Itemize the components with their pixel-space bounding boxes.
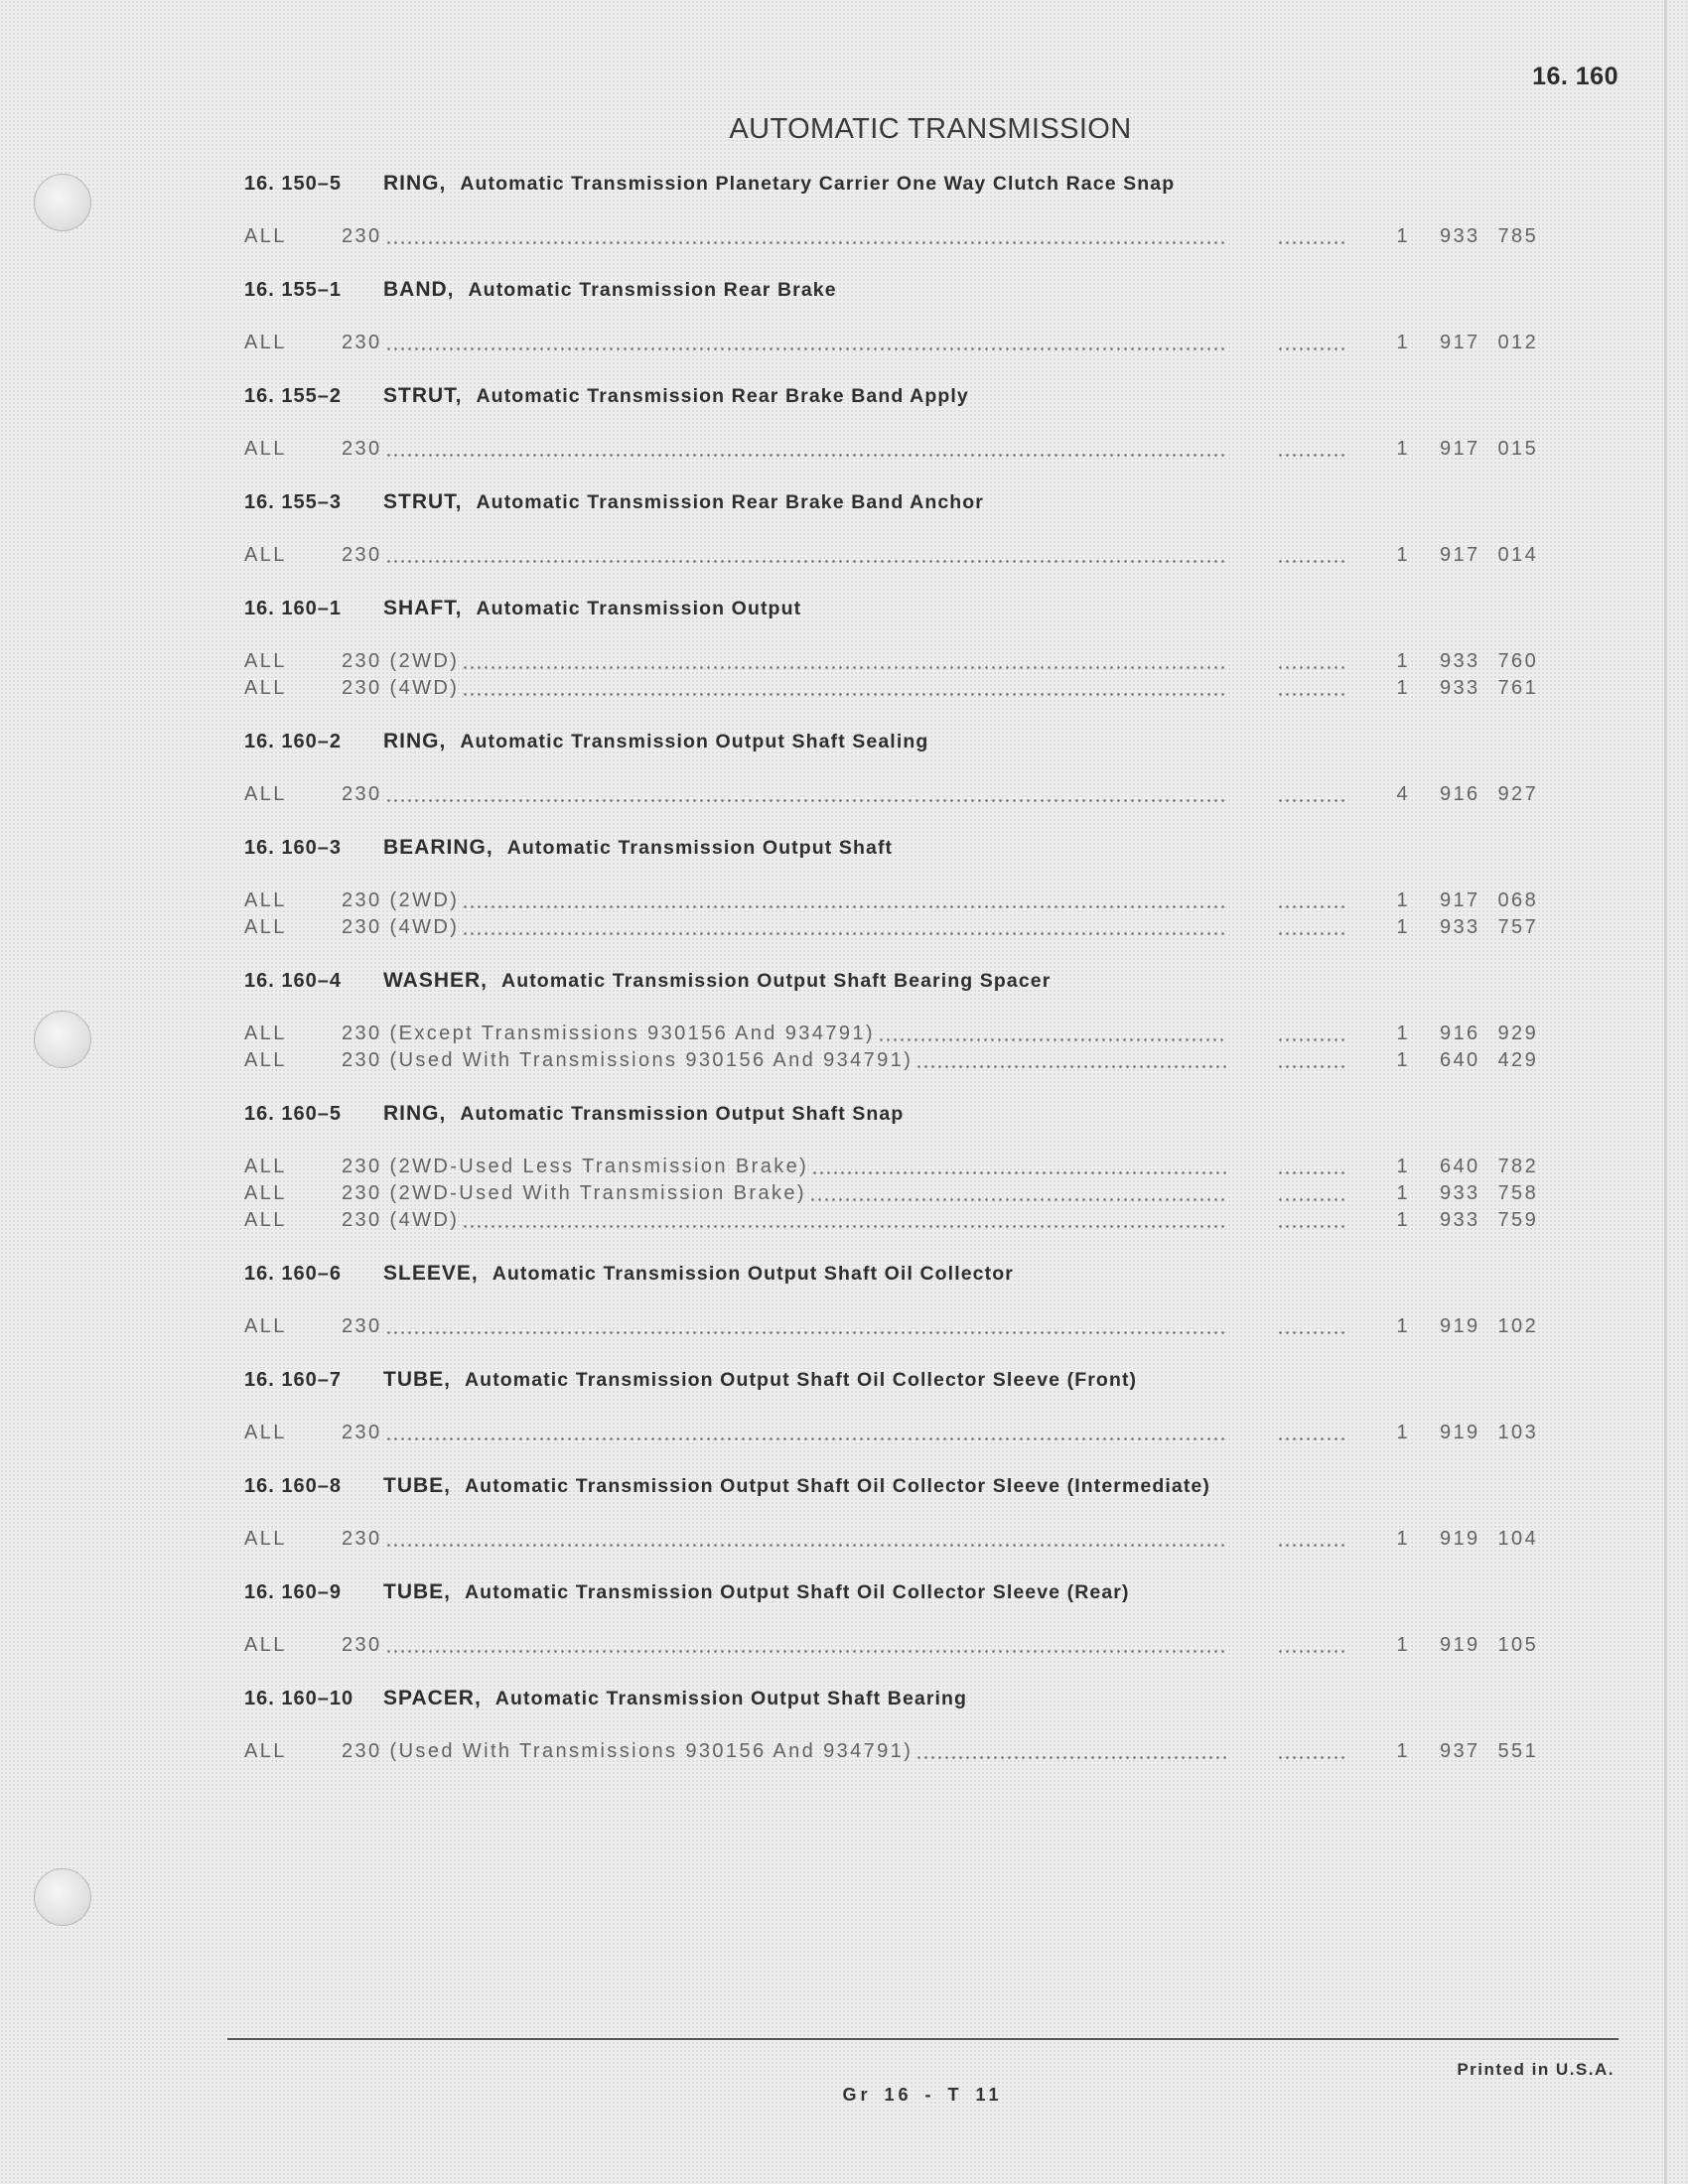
application-cell: 230	[342, 1634, 382, 1656]
parts-entry	[244, 482, 1589, 589]
entry-heading	[244, 1679, 1589, 1718]
dot-leader	[1277, 454, 1346, 457]
part-name: STRUT,	[383, 384, 463, 407]
model-cell: ALL	[244, 225, 287, 247]
dot-leader	[1277, 347, 1346, 350]
table-row	[244, 1313, 1589, 1340]
quantity-cell: 1	[1396, 677, 1410, 699]
dot-leader	[1277, 1650, 1346, 1653]
parts-entry	[244, 1572, 1589, 1679]
reference-code: 16. 160–6	[244, 1263, 342, 1285]
application-rows	[244, 1718, 1589, 1785]
dot-leader	[385, 1544, 1227, 1547]
punch-hole	[34, 1868, 91, 1926]
part-name: BAND,	[383, 278, 455, 301]
dot-leader	[1277, 799, 1346, 802]
part-description: Automatic Transmission Output Shaft Oil Collector Sleeve (Front)	[465, 1369, 1138, 1391]
part-name: RING,	[383, 730, 447, 752]
dot-leader	[385, 560, 1227, 563]
dot-leader	[1277, 1038, 1346, 1041]
quantity-cell: 1	[1396, 1315, 1410, 1337]
quantity-cell: 1	[1396, 1528, 1410, 1550]
reference-code: 16. 160–10	[244, 1688, 354, 1709]
part-number-cell: 640 782	[1440, 1156, 1539, 1177]
part-description: Automatic Transmission Output Shaft Sealing	[460, 731, 929, 752]
quantity-cell: 1	[1396, 544, 1410, 566]
application-rows	[244, 204, 1589, 270]
part-number-cell: 917 068	[1440, 889, 1539, 911]
footer-rule	[227, 2038, 1618, 2040]
dot-leader	[462, 666, 1227, 669]
parts-entry	[244, 1094, 1589, 1254]
reference-code: 16. 160–8	[244, 1475, 342, 1497]
application-cell: 230 (2WD)	[342, 889, 460, 911]
application-rows	[244, 1612, 1589, 1679]
part-description: Automatic Transmission Output Shaft Snap	[460, 1103, 905, 1125]
table-row	[244, 1526, 1589, 1553]
table-row	[244, 542, 1589, 569]
table-row	[244, 1154, 1589, 1180]
application-cell: 230	[342, 544, 382, 566]
table-row	[244, 330, 1589, 356]
part-name: SPACER,	[383, 1687, 482, 1709]
dot-leader	[385, 1331, 1227, 1334]
model-cell: ALL	[244, 1182, 287, 1204]
parts-entry	[244, 722, 1589, 828]
application-rows	[244, 628, 1589, 722]
dot-leader	[1277, 1065, 1346, 1068]
application-cell: 230 (4WD)	[342, 1209, 460, 1231]
part-number-cell: 917 014	[1440, 544, 1539, 566]
application-rows	[244, 761, 1589, 828]
application-cell: 230 (Used With Transmissions 930156 And 934791)	[342, 1049, 914, 1071]
dot-leader	[915, 1756, 1227, 1759]
punch-hole	[34, 1011, 91, 1068]
part-number-cell: 933 758	[1440, 1182, 1539, 1204]
quantity-cell: 1	[1396, 438, 1410, 460]
punch-hole	[34, 174, 91, 231]
application-cell: 230 (Except Transmissions 930156 And 934791)	[342, 1023, 875, 1044]
part-name: TUBE,	[383, 1368, 451, 1391]
model-cell: ALL	[244, 1740, 287, 1762]
part-description: Automatic Transmission Output Shaft Bearing	[494, 1688, 968, 1709]
group-page-label: Gr 16 - T 11	[842, 2085, 1003, 2105]
part-name: WASHER,	[383, 969, 489, 992]
part-number-cell: 919 104	[1440, 1528, 1539, 1550]
quantity-cell: 1	[1396, 1740, 1410, 1762]
application-cell: 230	[342, 438, 382, 460]
part-description: Automatic Transmission Output Shaft Oil Collector	[492, 1263, 1014, 1285]
reference-code: 16. 160–1	[244, 598, 342, 619]
application-rows	[244, 868, 1589, 961]
application-cell: 230	[342, 1528, 382, 1550]
quantity-cell: 1	[1396, 650, 1410, 672]
part-name: RING,	[383, 1102, 447, 1125]
reference-code: 16. 160–7	[244, 1369, 342, 1391]
dot-leader	[1277, 1331, 1346, 1334]
quantity-cell: 1	[1396, 916, 1410, 938]
dot-leader	[1277, 1756, 1346, 1759]
table-row	[244, 1207, 1589, 1234]
dot-leader	[915, 1065, 1227, 1068]
dot-leader	[1277, 666, 1346, 669]
table-row	[244, 675, 1589, 702]
application-rows	[244, 416, 1589, 482]
part-description: Automatic Transmission Rear Brake	[468, 279, 837, 301]
model-cell: ALL	[244, 1209, 287, 1231]
quantity-cell: 1	[1396, 332, 1410, 353]
quantity-cell: 1	[1396, 1023, 1410, 1044]
model-cell: ALL	[244, 1023, 287, 1044]
dot-leader	[878, 1038, 1227, 1041]
quantity-cell: 1	[1396, 225, 1410, 247]
parts-entry	[244, 270, 1589, 376]
table-row	[244, 648, 1589, 675]
table-row	[244, 436, 1589, 463]
table-row	[244, 1420, 1589, 1446]
application-cell: 230 (2WD-Used With Transmission Brake)	[342, 1182, 806, 1204]
application-cell: 230 (2WD-Used Less Transmission Brake)	[342, 1156, 809, 1177]
entry-heading	[244, 722, 1589, 761]
quantity-cell: 1	[1396, 1182, 1410, 1204]
model-cell: ALL	[244, 438, 287, 460]
part-name: SHAFT,	[383, 597, 463, 619]
table-row	[244, 1021, 1589, 1047]
part-number-cell: 919 105	[1440, 1634, 1539, 1656]
reference-code: 16. 155–1	[244, 279, 342, 301]
part-description: Automatic Transmission Rear Brake Band Apply	[476, 385, 969, 407]
part-number-cell: 917 015	[1440, 438, 1539, 460]
part-name: TUBE,	[383, 1580, 451, 1603]
entry-heading	[244, 828, 1589, 868]
application-cell: 230	[342, 783, 382, 805]
entry-heading	[244, 376, 1589, 416]
dot-leader	[462, 905, 1227, 908]
dot-leader	[1277, 1198, 1346, 1201]
part-number-cell: 933 785	[1440, 225, 1539, 247]
reference-code: 16. 160–9	[244, 1581, 342, 1603]
parts-entry	[244, 589, 1589, 722]
part-number-cell: 937 551	[1440, 1740, 1539, 1762]
application-rows	[244, 1134, 1589, 1254]
part-number-cell: 917 012	[1440, 332, 1539, 353]
model-cell: ALL	[244, 1422, 287, 1443]
model-cell: ALL	[244, 544, 287, 566]
dot-leader	[809, 1198, 1227, 1201]
dot-leader	[1277, 693, 1346, 696]
application-rows	[244, 310, 1589, 376]
part-description: Automatic Transmission Output Shaft	[506, 837, 894, 859]
parts-entry	[244, 961, 1589, 1094]
dot-leader	[385, 1650, 1227, 1653]
entry-heading	[244, 1360, 1589, 1400]
parts-entry	[244, 1254, 1589, 1360]
printed-in-label: Printed in U.S.A.	[1457, 2060, 1615, 2079]
reference-code: 16. 155–2	[244, 385, 342, 407]
application-cell: 230 (4WD)	[342, 677, 460, 699]
model-cell: ALL	[244, 1049, 287, 1071]
entry-heading	[244, 270, 1589, 310]
parts-entry	[244, 828, 1589, 961]
part-number-cell: 933 757	[1440, 916, 1539, 938]
part-description: Automatic Transmission Rear Brake Band Anchor	[476, 491, 984, 513]
part-name: TUBE,	[383, 1474, 451, 1497]
quantity-cell: 1	[1396, 889, 1410, 911]
entry-heading	[244, 589, 1589, 628]
part-name: SLEEVE,	[383, 1262, 479, 1285]
quantity-cell: 1	[1396, 1422, 1410, 1443]
dot-leader	[385, 454, 1227, 457]
dot-leader	[385, 241, 1227, 244]
part-number-cell: 916 927	[1440, 783, 1539, 805]
dot-leader	[1277, 1437, 1346, 1440]
model-cell: ALL	[244, 916, 287, 938]
part-number-cell: 919 103	[1440, 1422, 1539, 1443]
part-number-cell: 640 429	[1440, 1049, 1539, 1071]
page-number: 16. 160	[1532, 63, 1618, 90]
dot-leader	[462, 693, 1227, 696]
part-description: Automatic Transmission Output	[476, 598, 802, 619]
dot-leader	[1277, 932, 1346, 935]
entry-heading	[244, 1572, 1589, 1612]
application-cell: 230	[342, 225, 382, 247]
parts-entry	[244, 1466, 1589, 1572]
part-name: STRUT,	[383, 490, 463, 513]
section-title: AUTOMATIC TRANSMISSION	[729, 113, 1132, 145]
parts-list	[244, 164, 1589, 1785]
application-rows	[244, 522, 1589, 589]
table-row	[244, 781, 1589, 808]
part-name: RING,	[383, 172, 447, 195]
dot-leader	[811, 1171, 1227, 1174]
entry-heading	[244, 961, 1589, 1001]
part-number-cell: 916 929	[1440, 1023, 1539, 1044]
part-name: BEARING,	[383, 836, 493, 859]
model-cell: ALL	[244, 1528, 287, 1550]
part-description: Automatic Transmission Output Shaft Bearing Spacer	[501, 970, 1052, 992]
parts-entry	[244, 1360, 1589, 1466]
reference-code: 16. 150–5	[244, 173, 342, 195]
entry-heading	[244, 1466, 1589, 1506]
parts-entry	[244, 1679, 1589, 1785]
entry-heading	[244, 1254, 1589, 1294]
dot-leader	[1277, 1544, 1346, 1547]
dot-leader	[1277, 905, 1346, 908]
table-row	[244, 1047, 1589, 1074]
entry-heading	[244, 1094, 1589, 1134]
reference-code: 16. 160–5	[244, 1103, 342, 1125]
reference-code: 16. 160–4	[244, 970, 342, 992]
application-cell: 230	[342, 332, 382, 353]
part-number-cell: 933 761	[1440, 677, 1539, 699]
model-cell: ALL	[244, 677, 287, 699]
dot-leader	[385, 799, 1227, 802]
part-number-cell: 933 760	[1440, 650, 1539, 672]
part-description: Automatic Transmission Output Shaft Oil Collector Sleeve (Intermediate)	[465, 1475, 1210, 1497]
model-cell: ALL	[244, 889, 287, 911]
parts-entry	[244, 376, 1589, 482]
application-cell: 230	[342, 1422, 382, 1443]
application-cell: 230 (Used With Transmissions 930156 And 934791)	[342, 1740, 914, 1762]
dot-leader	[462, 1225, 1227, 1228]
parts-entry	[244, 164, 1589, 270]
model-cell: ALL	[244, 1315, 287, 1337]
dot-leader	[1277, 241, 1346, 244]
quantity-cell: 4	[1396, 783, 1410, 805]
application-cell: 230 (4WD)	[342, 916, 460, 938]
application-rows	[244, 1400, 1589, 1466]
table-row	[244, 914, 1589, 941]
table-row	[244, 223, 1589, 250]
entry-heading	[244, 482, 1589, 522]
application-rows	[244, 1294, 1589, 1360]
table-row	[244, 1738, 1589, 1765]
dot-leader	[1277, 1225, 1346, 1228]
model-cell: ALL	[244, 1634, 287, 1656]
part-number-cell: 933 759	[1440, 1209, 1539, 1231]
model-cell: ALL	[244, 783, 287, 805]
table-row	[244, 1632, 1589, 1659]
application-cell: 230	[342, 1315, 382, 1337]
part-description: Automatic Transmission Output Shaft Oil Collector Sleeve (Rear)	[465, 1581, 1130, 1603]
reference-code: 16. 160–2	[244, 731, 342, 752]
dot-leader	[385, 347, 1227, 350]
application-cell: 230 (2WD)	[342, 650, 460, 672]
application-rows	[244, 1506, 1589, 1572]
entry-heading	[244, 164, 1589, 204]
reference-code: 16. 155–3	[244, 491, 342, 513]
quantity-cell: 1	[1396, 1049, 1410, 1071]
quantity-cell: 1	[1396, 1209, 1410, 1231]
dot-leader	[1277, 1171, 1346, 1174]
dot-leader	[385, 1437, 1227, 1440]
model-cell: ALL	[244, 1156, 287, 1177]
quantity-cell: 1	[1396, 1156, 1410, 1177]
application-rows	[244, 1001, 1589, 1094]
part-description: Automatic Transmission Planetary Carrier One Way Clutch Race Snap	[460, 173, 1176, 195]
quantity-cell: 1	[1396, 1634, 1410, 1656]
dot-leader	[1277, 560, 1346, 563]
table-row	[244, 887, 1589, 914]
part-number-cell: 919 102	[1440, 1315, 1539, 1337]
scan-edge	[1664, 0, 1667, 2184]
model-cell: ALL	[244, 650, 287, 672]
dot-leader	[462, 932, 1227, 935]
reference-code: 16. 160–3	[244, 837, 342, 859]
model-cell: ALL	[244, 332, 287, 353]
table-row	[244, 1180, 1589, 1207]
